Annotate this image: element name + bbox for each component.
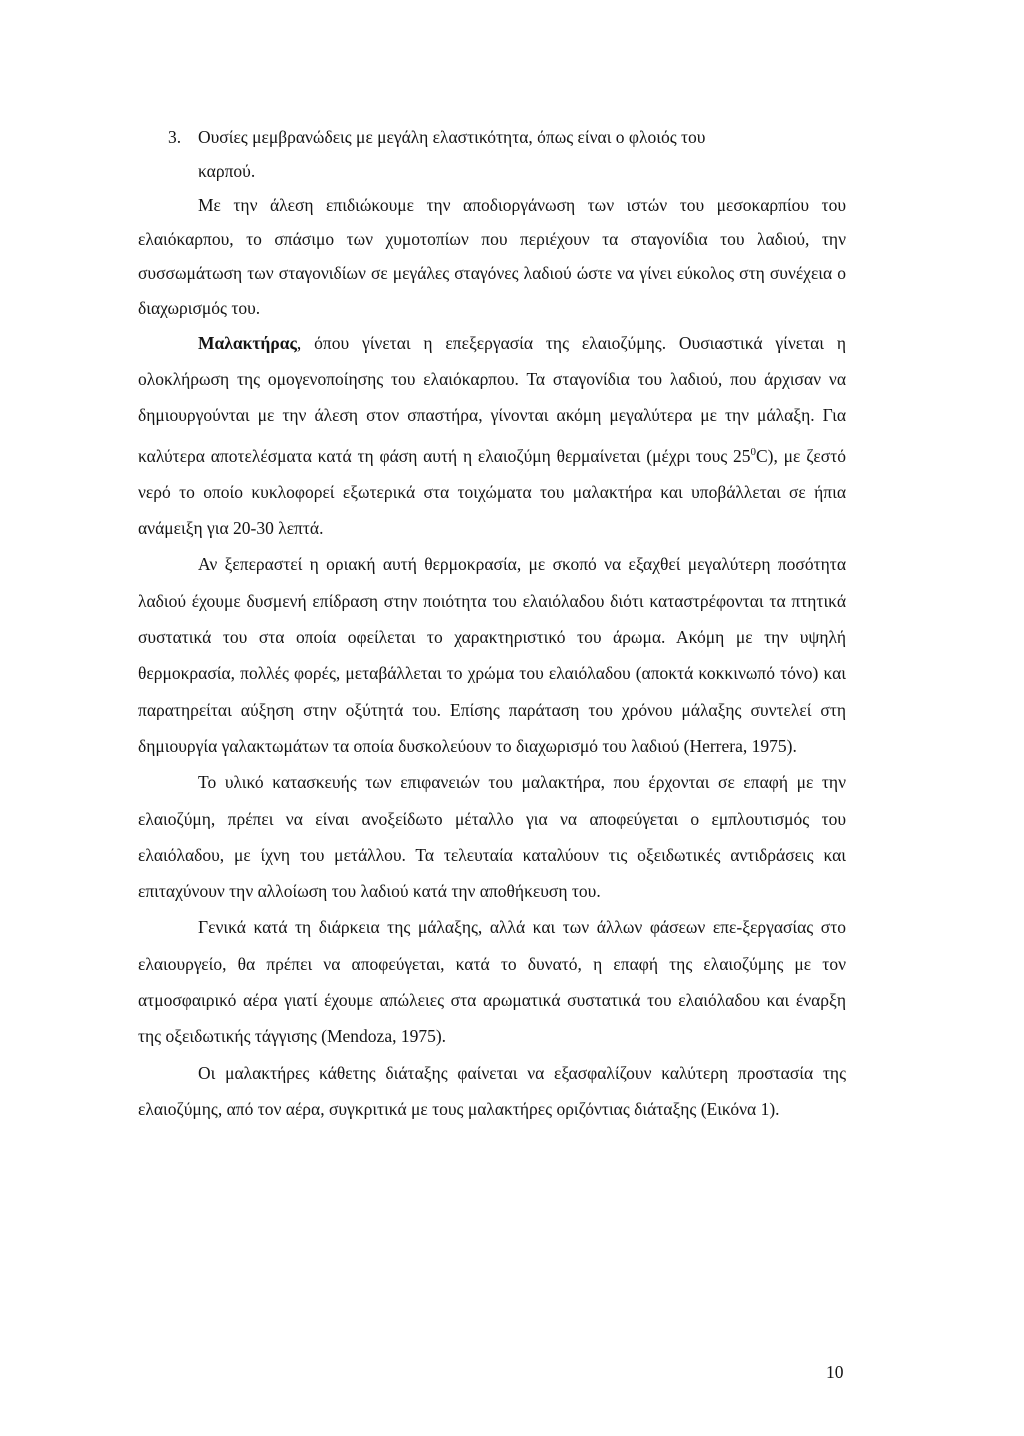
paragraph-malaxer: [138, 325, 846, 547]
paragraph-air-contact: Γενικά κατά τη διάρκεια της μάλαξης, αλλά και των άλλων φάσεων επε-ξεργασίας στο ελαιουργείο, θα πρέπει να αποφεύγεται, κατά το δυνατό, η επαφή της ελαιοζύμης με τον ατμοσφαιρικό αέρα γιατί έχουμε απώλειες στα αρωματικά συστατικά του ελαιόλαδου και έναρξη της οξειδωτικής τάγγισης (Mendoza, 1975).: [138, 917, 846, 1047]
paragraph-temperature: Αν ξεπεραστεί η οριακή αυτή θερμοκρασία, με σκοπό να εξαχθεί μεγαλύτερη ποσότητα λαδιού έχουμε δυσμενή επίδραση στην ποιότητα του ελαιόλαδου διότι καταστρέφονται τα πτητικά συστατικά του στα οποία οφείλεται το χαρακτηριστικό του άρωμα. Ακόμη με την υψηλή θερμοκρασία, πολλές φορές, μεταβάλλεται το χρώμα του ελαιόλαδου (αποκτά κοκκινωπό τόνο) και παρατηρείται αύξηση στην οξύτητά του. Επίσης παράταση του χρόνου μάλαξης συντελεί στη δημιουργία γαλακτωμάτων τα οποία δυσκολεύουν το διαχωρισμό του λαδιού (Herrera, 1975).: [138, 554, 846, 756]
list-item-text-line2: καρπού.: [198, 161, 256, 181]
malaxer-text-b: C), με ζεστό νερό το οποίο κυκλοφορεί εξωτερικά στα τοιχώματα του μαλακτήρα και υποβάλλεται σε ήπια ανάμειξη για 20-30 λεπτά.: [138, 445, 846, 539]
page-number: 10: [826, 1362, 844, 1382]
list-item-number: 3.: [168, 127, 182, 147]
paragraph-crushing: Με την άλεση επιδιώκουμε την αποδιοργάνωση των ιστών του μεσοκαρπίου του ελαιόκαρπου, το σπάσιμο των χυμοτοπίων που περιέχουν τα σταγονίδια του λαδιού, την συσσωμάτωση των σταγονιδίων σε μεγάλες σταγόνες λαδιού ώστε να γίνει εύκολος στη συνέχεια ο διαχωρισμός του.: [138, 195, 846, 318]
list-item-text-line1: Ουσίες μεμβρανώδεις με μεγάλη ελαστικότητα, όπως είναι ο φλοιός του: [198, 127, 706, 147]
malaxer-text-a: , όπου γίνεται η επεξεργασία της ελαιοζύμης. Ουσιαστικά γίνεται η ολοκλήρωση της ομογενοποίησης του ελαιόκαρπου. Τα σταγονίδια του λαδιού, που άρχισαν να δημιουργούνται με την άλεση στον σπαστήρα, γίνονται ακόμη μεγαλύτερα με την μάλαξη. Για καλύτερα αποτελέσματα κατά τη φάση αυτή η ελαιοζύμη θερμαίνεται (μέχρι τους 25: [138, 332, 846, 466]
list-item-3: [168, 120, 846, 188]
paragraph-material: Το υλικό κατασκευής των επιφανειών του μαλακτήρα, που έρχονται σε επαφή με την ελαιοζύμη, πρέπει να είναι ανοξείδωτο μέταλλο για να αποφεύγεται ο εμπλουτισμός του ελαιόλαδου, με ίχνη του μετάλλου. Τα τελευταία καταλύουν τις οξειδωτικές αντιδράσεις και επιταχύνουν την αλλοίωση του λαδιού κατά την αποθήκευση του.: [138, 772, 846, 902]
body-text: [138, 188, 846, 1127]
degree-superscript: 0: [750, 445, 756, 458]
malaxer-heading: Μαλακτήρας: [198, 332, 297, 353]
paragraph-vertical-malaxers: Οι μαλακτήρες κάθετης διάταξης φαίνεται να εξασφαλίζουν καλύτερη προστασία της ελαιοζύμης, από τον αέρα, συγκριτικά με τους μαλακτήρες οριζόντιας διάταξης (Εικόνα 1).: [138, 1062, 846, 1119]
